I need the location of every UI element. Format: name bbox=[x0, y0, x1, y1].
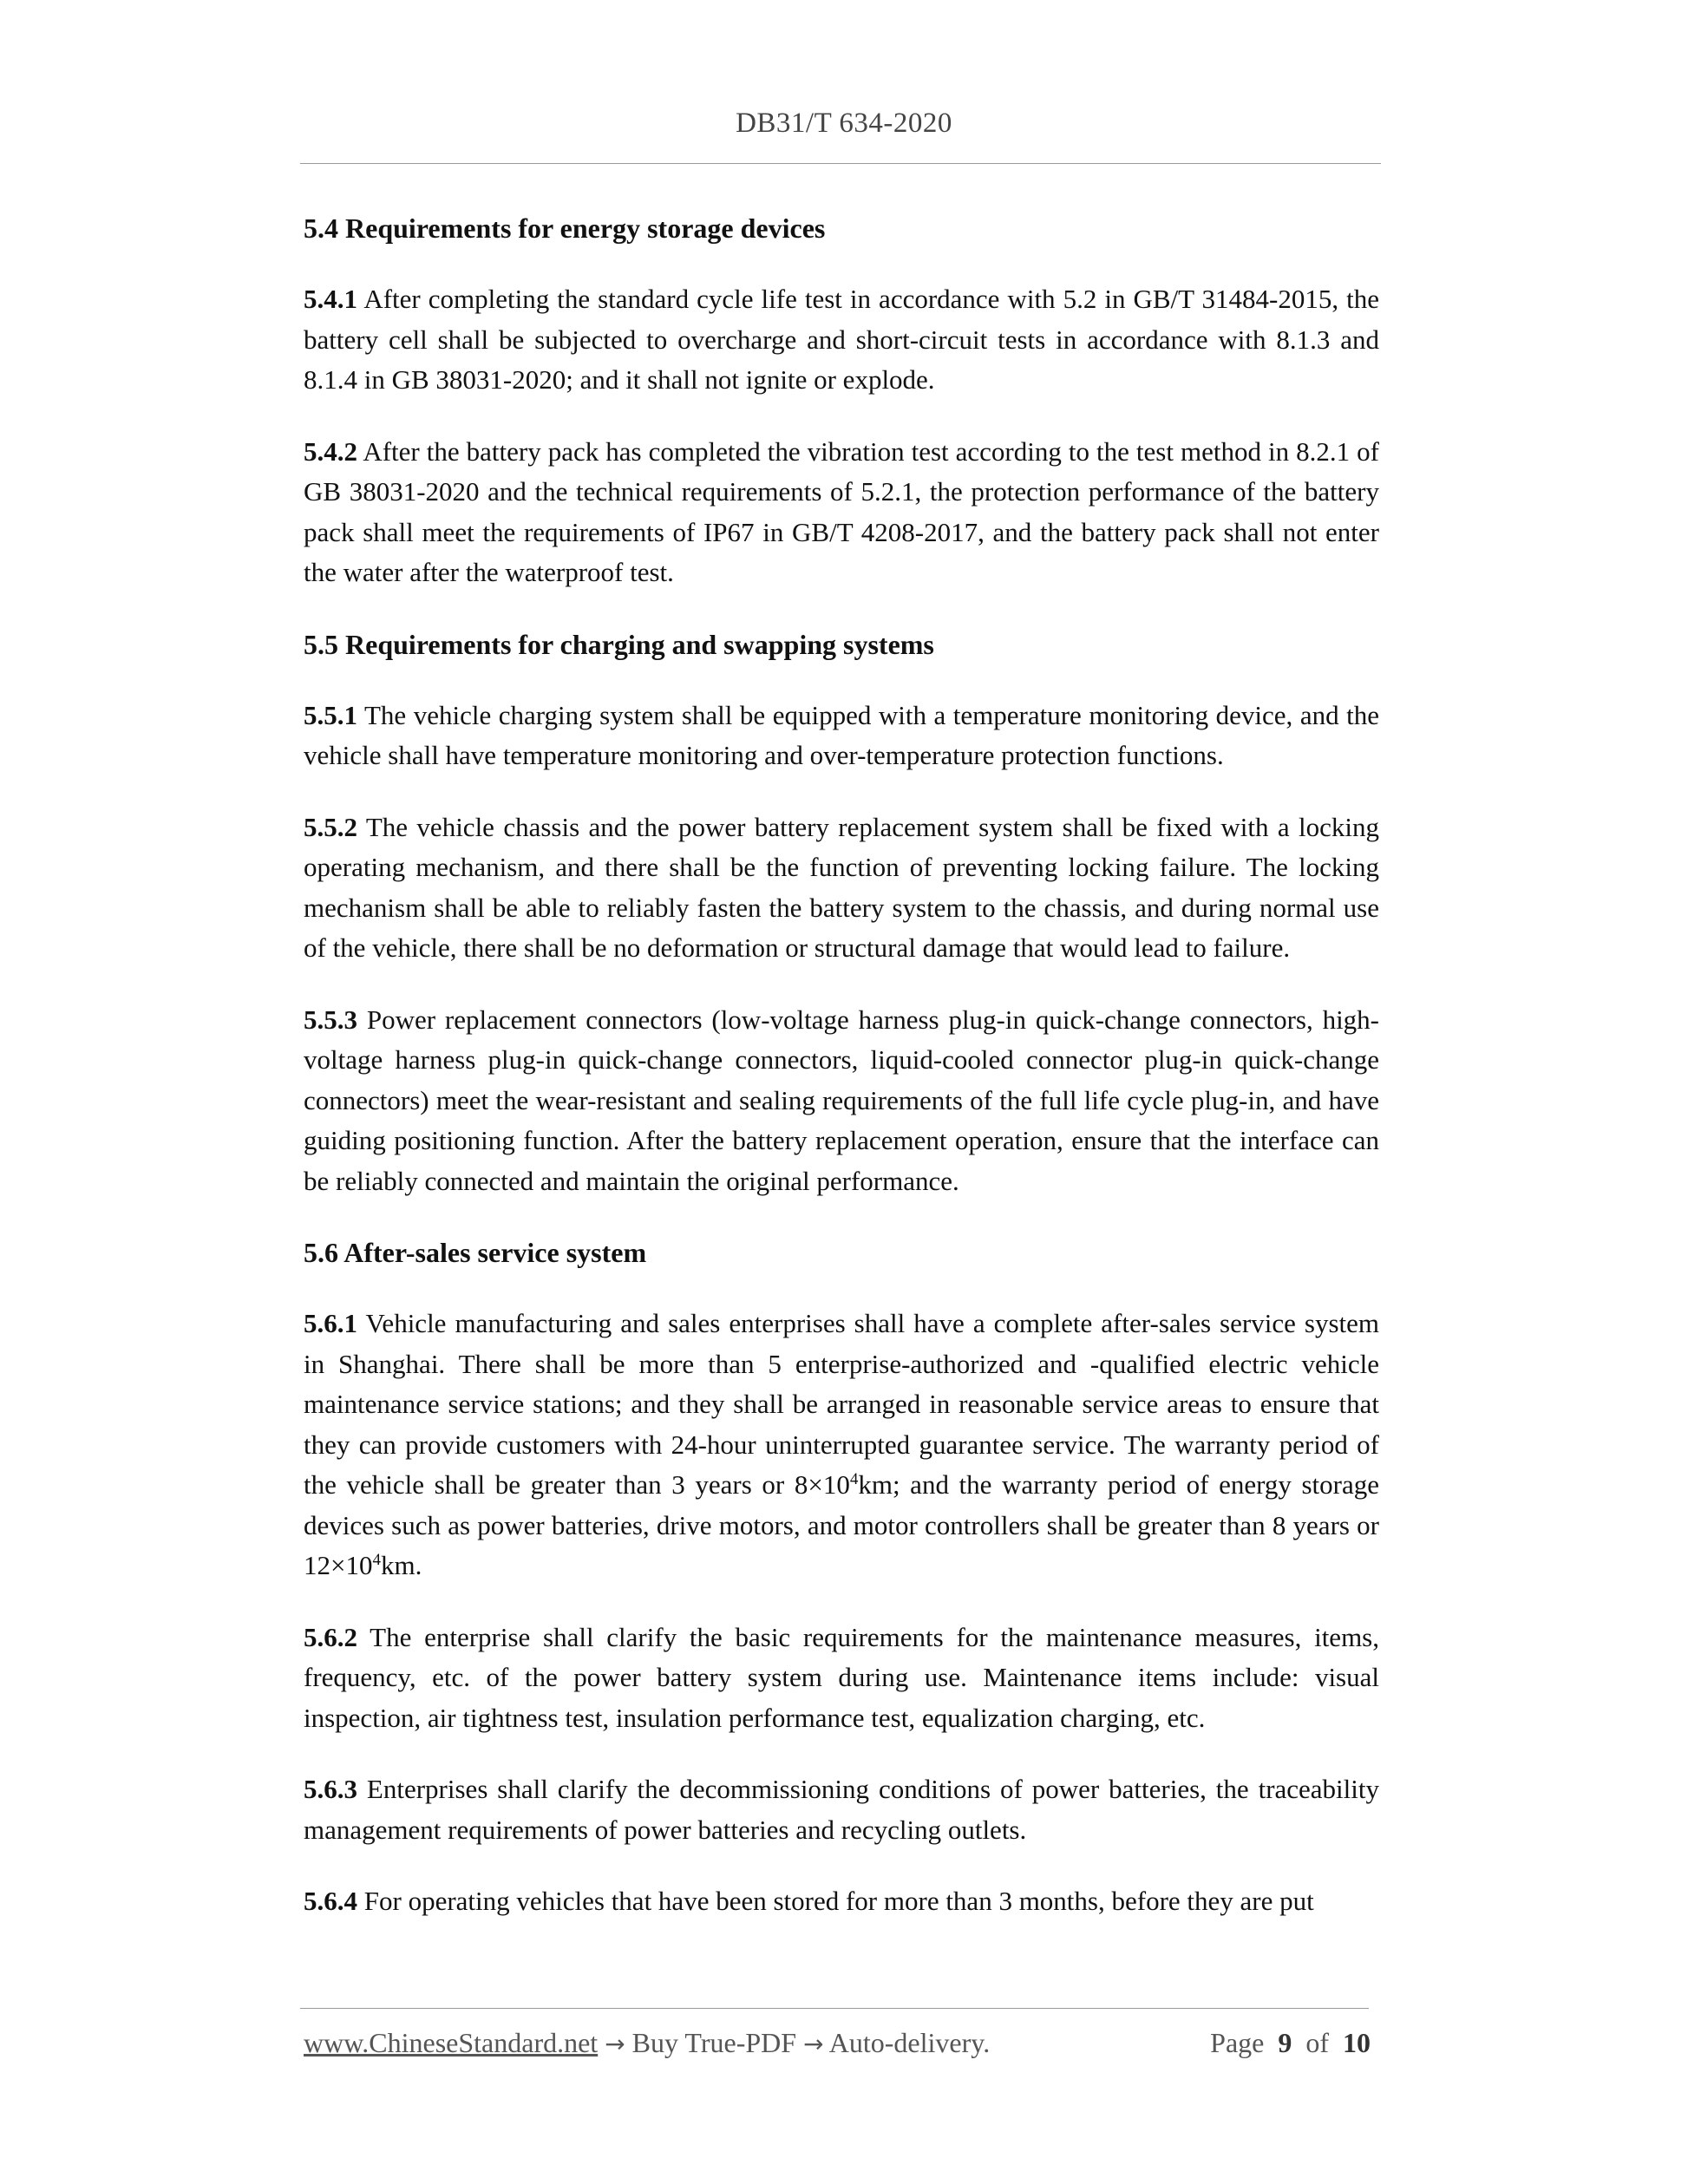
arrow-right-icon: → bbox=[803, 2030, 824, 2058]
page-content bbox=[304, 208, 1379, 1953]
footer-promo bbox=[304, 2027, 990, 2059]
clause-number: 5.5.3 bbox=[304, 1004, 357, 1035]
page-indicator bbox=[1210, 2027, 1371, 2059]
page-current: 9 bbox=[1278, 2027, 1292, 2058]
clause-number: 5.6.4 bbox=[304, 1886, 357, 1916]
clause-text: For operating vehicles that have been stored for more than 3 months, before they are put bbox=[363, 1886, 1314, 1916]
clause-5-4-2 bbox=[304, 432, 1379, 593]
website-link[interactable]: www.ChineseStandard.net bbox=[304, 2027, 599, 2058]
arrow-right-icon: → bbox=[605, 2030, 625, 2058]
clause-5-5-2 bbox=[304, 808, 1379, 969]
exponent: 4 bbox=[372, 1551, 381, 1569]
clause-text: After completing the standard cycle life test in accordance with 5.2 in GB/T 31484-2015, the battery cell shall be subjected to overcharge and short-circuit tests in accordance with 8.1.3 and 8.1.4 in GB 38031-2020; and it shall not ignite or explode. bbox=[304, 284, 1379, 395]
footer-rule bbox=[300, 2008, 1369, 2009]
clause-5-5-1 bbox=[304, 696, 1379, 776]
exponent: 4 bbox=[849, 1470, 859, 1488]
clause-text: Vehicle manufacturing and sales enterprises shall have a complete after-sales service system in Shanghai. There shall be more than 5 enterprise-authorized and -qualified electric vehicle maintenance service stations; and they shall be arranged in reasonable service areas to ensure that they can provide customers with 24-hour uninterrupted guarantee service. The warranty period of the vehicle shall be greater than 3 years or 8×10 bbox=[304, 1308, 1379, 1500]
page-label: Page bbox=[1210, 2027, 1265, 2058]
section-title-5-6: 5.6 After-sales service system bbox=[304, 1237, 647, 1268]
clause-text: km. bbox=[380, 1550, 422, 1580]
clause-number: 5.6.2 bbox=[304, 1621, 357, 1652]
section-title-5-4: 5.4 Requirements for energy storage devices bbox=[304, 213, 826, 244]
page-of-label: of bbox=[1305, 2027, 1329, 2058]
header-rule bbox=[300, 163, 1381, 164]
running-header: DB31/T 634-2020 bbox=[736, 108, 952, 139]
section-title-5-5: 5.5 Requirements for charging and swapping systems bbox=[304, 628, 934, 660]
page-total: 10 bbox=[1343, 2027, 1371, 2058]
clause-text: The vehicle charging system shall be equipped with a temperature monitoring device, and the vehicle shall have temperature monitoring and over-temperature protection functions. bbox=[304, 699, 1379, 770]
clause-number: 5.5.1 bbox=[304, 699, 357, 730]
clause-number: 5.4.2 bbox=[304, 435, 357, 467]
clause-text: km; and the warranty period of energy storage devices such as power batteries, drive motors, and motor controllers shall be greater than 8 years or 12×10 bbox=[304, 1469, 1379, 1580]
buy-true-pdf-text: Buy True-PDF bbox=[631, 2027, 797, 2058]
clause-5-6-2 bbox=[304, 1618, 1379, 1739]
clause-number: 5.5.2 bbox=[304, 811, 357, 842]
clause-5-6-3 bbox=[304, 1769, 1379, 1850]
clause-text: Enterprises shall clarify the decommissioning conditions of power batteries, the traceability management requirements of power batteries and recycling outlets. bbox=[304, 1774, 1380, 1845]
clause-text: Power replacement connectors (low-voltage harness plug-in quick-change connectors, high-voltage harness plug-in quick-change connectors, liquid-cooled connector plug-in quick-change connectors) meet the wear-resistant and sealing requirements of the full life cycle plug-in, and have guiding positioning function. After the battery replacement operation, ensure that the interface can be reliably connected and maintain the original performance. bbox=[304, 1004, 1379, 1196]
clause-5-6-4 bbox=[304, 1881, 1379, 1922]
page-footer bbox=[304, 2027, 1371, 2067]
clause-text: The enterprise shall clarify the basic requirements for the maintenance measures, items, frequency, etc. of the power battery system during use. Maintenance items include: visual inspection, air tightness test, insulation performance test, equalization charging, etc. bbox=[304, 1621, 1379, 1733]
clause-text: The vehicle chassis and the power battery replacement system shall be fixed with a locking operating mechanism, and there shall be the function of preventing locking failure. The locking mechanism shall be able to reliably fasten the battery system to the chassis, and during normal use of the vehicle, there shall be no deformation or structural damage that would lead to failure. bbox=[304, 811, 1379, 963]
clause-number: 5.4.1 bbox=[304, 284, 357, 314]
clause-number: 5.6.3 bbox=[304, 1774, 357, 1804]
auto-delivery-text: Auto-delivery. bbox=[828, 2027, 991, 2058]
clause-5-5-3 bbox=[304, 1000, 1379, 1202]
clause-text: After the battery pack has completed the vibration test according to the test method in 8.2.1 of GB 38031-2020 and the technical requirements of 5.2.1, the protection performance of the battery pack shall meet the requirements of IP67 in GB/T 4208-2017, and the battery pack shall not enter the water after the waterproof test. bbox=[304, 435, 1379, 587]
clause-5-6-1 bbox=[304, 1304, 1379, 1586]
clause-5-4-1 bbox=[304, 279, 1379, 401]
clause-number: 5.6.1 bbox=[304, 1308, 357, 1338]
